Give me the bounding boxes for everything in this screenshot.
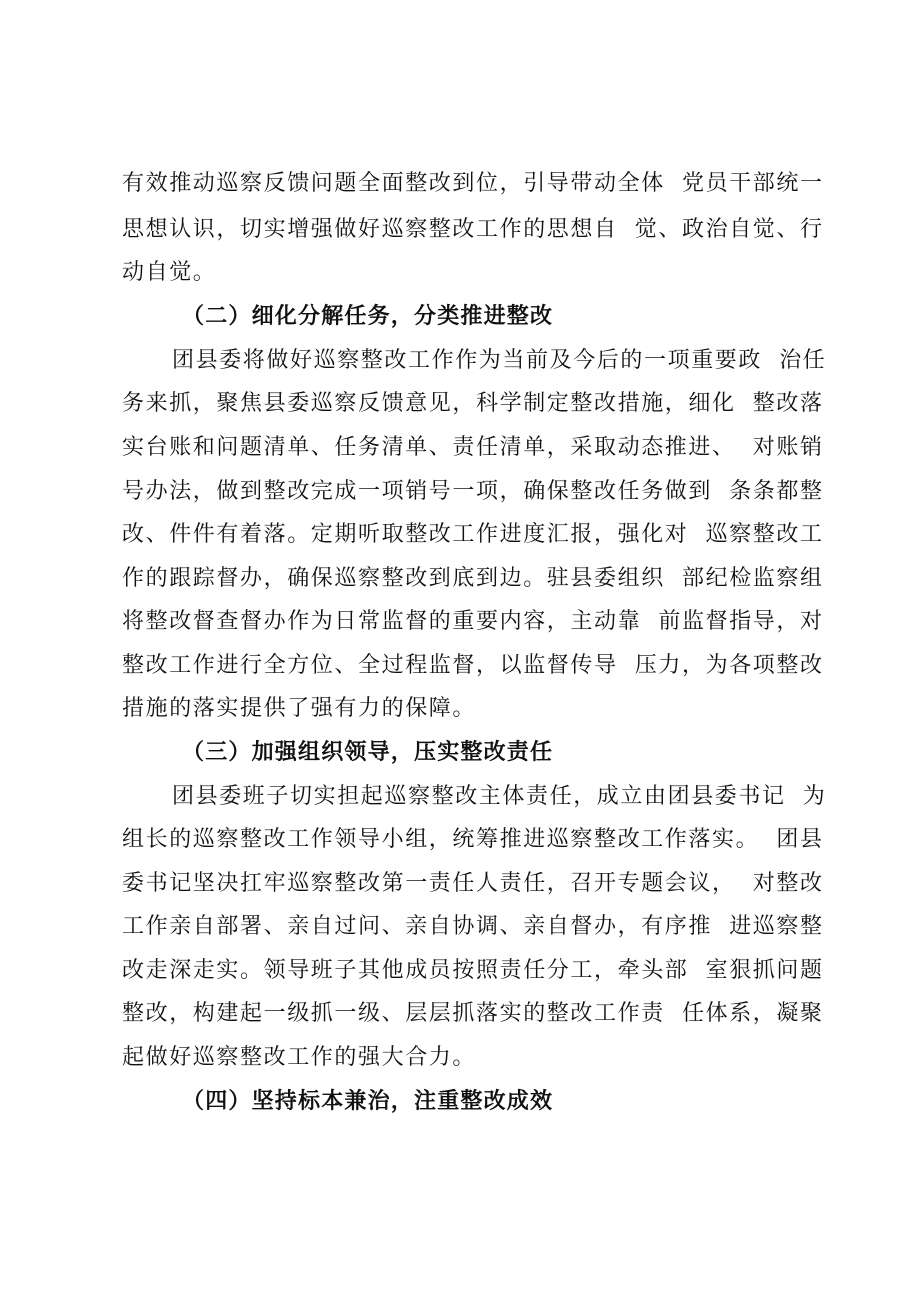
paragraph-line: 改、件件有着落。定期听取整改工作进度汇报，强化对 巡察整改工 (122, 522, 824, 547)
paragraph-line: 动自觉。 (122, 260, 217, 285)
paragraph-line: 号办法，做到整改完成一项销号一项，确保整改任务做到 条条都整 (122, 479, 824, 504)
paragraph-line: 将整改督查督办作为日常监督的重要内容，主动靠 前监督指导，对 (122, 609, 824, 634)
paragraph-line: 改走深走实。领导班子其他成员按照责任分工，牵头部 室狠抓问题 (122, 958, 824, 983)
paragraph-line: 组长的巡察整改工作领导小组，统筹推进巡察整改工作落实。 团县 (122, 827, 824, 852)
section-heading-4: （四）坚持标本兼治，注重整改成效 (182, 1089, 554, 1114)
paragraph-line: 实台账和问题清单、任务清单、责任清单，采取动态推进、 对账销 (122, 435, 824, 460)
section-heading-2: （二）细化分解任务，分类推进整改 (182, 304, 554, 329)
section-heading-3: （三）加强组织领导，压实整改责任 (182, 740, 554, 765)
paragraph-line: 整改，构建起一级抓一级、层层抓落实的整改工作责 任体系，凝聚 (122, 1001, 824, 1026)
paragraph-line: 工作亲自部署、亲自过问、亲自协调、亲自督办，有序推 进巡察整 (122, 914, 824, 939)
paragraph-line: 有效推动巡察反馈问题全面整改到位，引导带动全体 党员干部统一 (122, 171, 824, 196)
paragraph-line: 起做好巡察整改工作的强大合力。 (122, 1045, 477, 1070)
paragraph-line: 思想认识，切实增强做好巡察整改工作的思想自 觉、政治自觉、行 (122, 217, 824, 242)
paragraph-line: 措施的落实提供了强有力的保障。 (122, 696, 477, 721)
paragraph-line: 团县委将做好巡察整改工作作为当前及今后的一项重要政 治任 (172, 348, 827, 373)
paragraph-line: 团县委班子切实担起巡察整改主体责任，成立由团县委书记 为 (172, 784, 827, 809)
paragraph-line: 整改工作进行全方位、全过程监督，以监督传导 压力，为各项整改 (122, 653, 824, 678)
paragraph-line: 务来抓，聚焦县委巡察反馈意见，科学制定整改措施，细化 整改落 (122, 391, 824, 416)
paragraph-line: 作的跟踪督办，确保巡察整改到底到边。驻县委组织 部纪检监察组 (122, 566, 824, 591)
paragraph-line: 委书记坚决扛牢巡察整改第一责任人责任，召开专题会议， 对整改 (122, 871, 824, 896)
